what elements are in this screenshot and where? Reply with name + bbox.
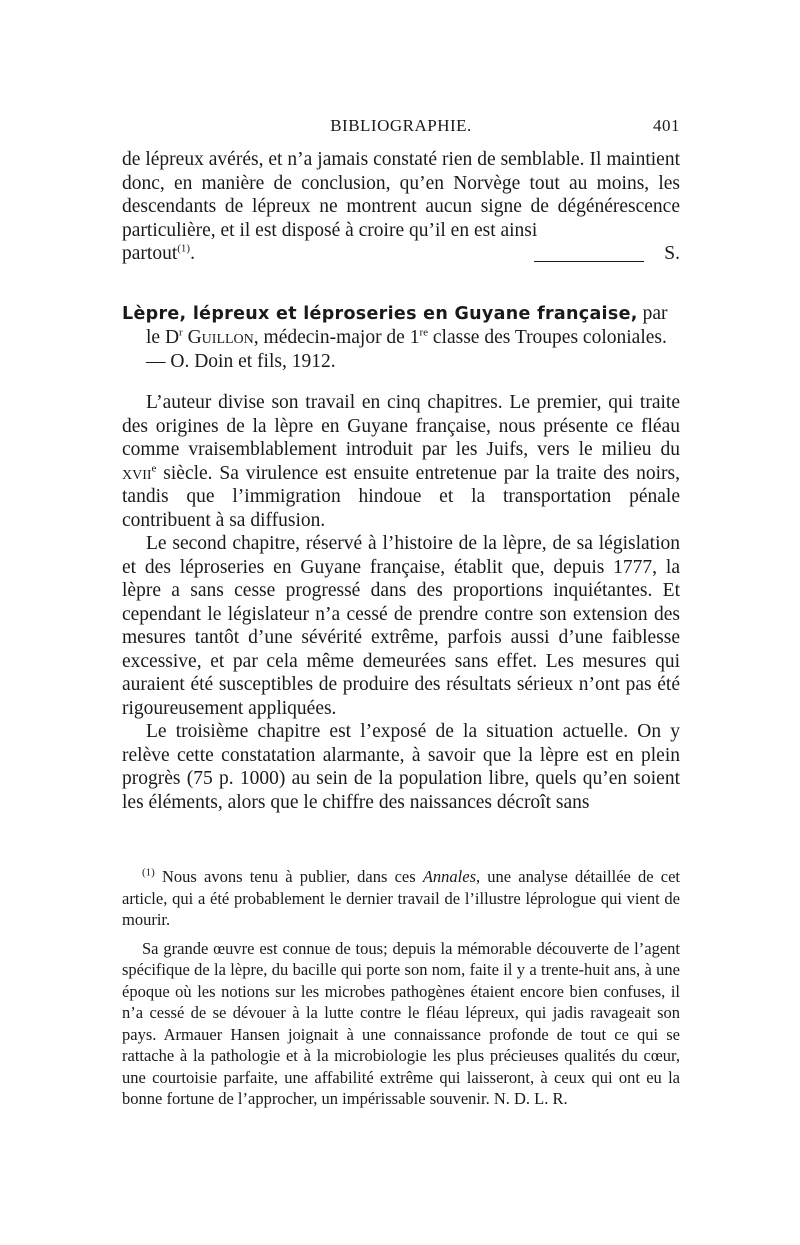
review-author: Guillon <box>187 327 254 348</box>
running-title: BIBLIOGRAPHIE. <box>330 116 472 135</box>
continuation-last-word: partout <box>122 243 178 264</box>
footnote-1: $^{(1)}$ Nous avons tenu à publier, dans ces Annales, une analyse détaillée de cet article, qui a été probablement le dernier travail de l’illustre léprologue qui vient de mourir. <box>122 866 680 929</box>
paragraph-chapter-1: L’auteur divise son travail en cinq chapitres. Le premier, qui traite des origines de la lèpre en Guyane française, nous présente ce fléau comme vraisemblablement introduit par les Juifs, vers le milieu du xvii$^e$ siècle. Sa virulence est ensuite entretenue par la traite des noirs, tandis que l’immigration hindoue et la transportation pénale contribuent à sa diffusion. <box>122 392 680 531</box>
paragraph-chapter-3: Le troisième chapitre est l’exposé de la situation actuelle. On y relève cette constatation alarmante, à savoir que la lèpre est en plein progrès (75 p. 1000) au sein de la population libre, quels qu’en soient les éléments, alors que le chiffre des naissances décroît sans <box>122 721 680 813</box>
footnote-1-continued: Sa grande œuvre est connue de tous; depuis la mémorable découverte de l’agent spécifique de la lèpre, du bacille qui porte son nom, faite il y a trente-huit ans, à une époque où les notions sur les microbes pathogènes étaient encore bien confuses, il n’a cessé de se dévouer à la lutte contre le fléau lépreux, qui jadis ravageait son pays. Armauer Hansen joignait à une connaissance profonde de tout ce qui se rattache à la pathologie et à la microbiologie les plus précieuses qualités du cœur, une courtoisie parfaite, une affabilité extrême qui laisseront, à ceux qui ont eu la bonne fortune de l’approcher, un impérissable souvenir. N. D. L. R. <box>122 938 680 1108</box>
footnotes <box>122 866 680 1110</box>
review-title: Lèpre, lépreux et léproseries en Guyane française, <box>122 303 638 324</box>
main-text <box>122 148 680 814</box>
continuation-paragraph <box>122 148 680 242</box>
footnote-marker: (1) <box>142 866 155 879</box>
footnote-reference: (1) <box>177 242 191 255</box>
signature-line: partout$^{(1)}$. S. <box>122 242 680 264</box>
journal-title: Annales <box>422 867 476 886</box>
continuation-text: de lépreux avérés, et n’a jamais constaté rien de semblable. Il maintient donc, en manière de conclusion, qu’en Norvège tout au moins, les descendants de lépreux ne montrent aucun signe de dégénérescence particulière, et il est disposé à croire qu’il en est ainsi <box>122 149 680 241</box>
reviewer-signature: S. <box>664 243 680 264</box>
separator-rule <box>534 261 644 262</box>
review-heading: Lèpre, lépreux et léproseries en Guyane française, par le $D^r$ Guillon, médecin-major de 1re classe des Troupes coloniales. — O. Doin et fils, 1912. <box>122 302 668 372</box>
review-publisher: classe des Troupes coloniales. — O. Doin et fils, 1912. <box>146 327 667 372</box>
page-number: 401 <box>653 116 680 135</box>
running-header <box>122 116 680 140</box>
paragraph-chapter-2: Le second chapitre, réservé à l’histoire de la lèpre, de sa législation et des léproseries en Guyane française, établit que, depuis 1777, la lèpre a sans cesse progressé dans des proportions inquiétantes. Et cependant le législateur n’a cessé de prendre contre son extension des mesures tantôt d’une sévérité extrême, parfois aussi d’une faiblesse excessive, et par cela même demeurées sans effet. Les mesures qui auraient été susceptibles de produire des résultats sérieux n’ont pas été rigoureusement appliquées. <box>122 533 680 719</box>
